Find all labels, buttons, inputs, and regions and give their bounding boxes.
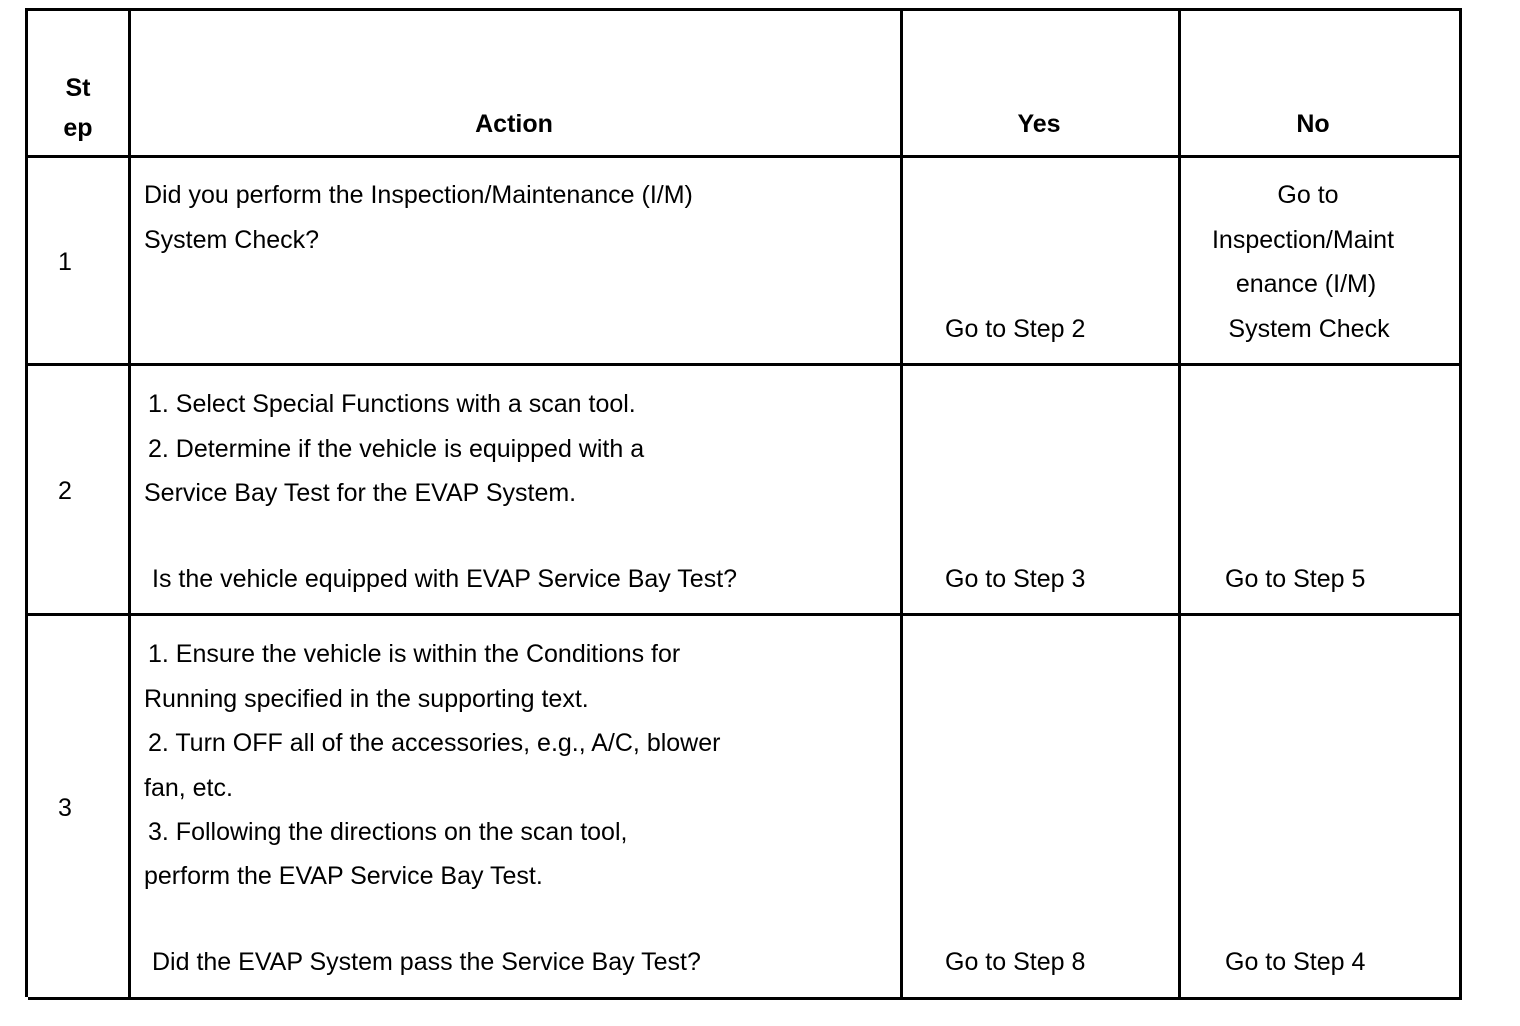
row1-step bbox=[28, 155, 131, 366]
row3-no-link[interactable]: Go to Step 4 bbox=[1225, 948, 1366, 976]
row2-action bbox=[128, 363, 903, 616]
row3-action-line: 3. Following the directions on the scan tool, bbox=[148, 818, 628, 846]
row2-yes-link[interactable]: Go to Step 3 bbox=[945, 565, 1086, 593]
row2-no bbox=[1178, 363, 1462, 616]
row3-action-line: 1. Ensure the vehicle is within the Conditions for bbox=[148, 640, 681, 668]
row3-step bbox=[28, 613, 131, 1000]
row3-no bbox=[1178, 613, 1462, 1000]
row1-no bbox=[1178, 155, 1462, 366]
diagnostic-table bbox=[25, 8, 1462, 997]
row2-action-line: 1. Select Special Functions with a scan tool. bbox=[148, 390, 636, 418]
header-yes-label: Yes bbox=[1017, 110, 1061, 138]
header-action-label: Action bbox=[475, 110, 553, 138]
row2-action-line: Service Bay Test for the EVAP System. bbox=[144, 479, 577, 507]
row1-action-line: System Check? bbox=[144, 226, 320, 254]
row2-question: Is the vehicle equipped with EVAP Service Bay Test? bbox=[152, 565, 738, 593]
row1-no-line[interactable]: enance (I/M) bbox=[1235, 270, 1377, 298]
row1-action-line: Did you perform the Inspection/Maintenance (I/M) bbox=[144, 181, 693, 209]
row1-no-line[interactable]: System Check bbox=[1228, 315, 1390, 343]
row3-action-line: 2. Turn OFF all of the accessories, e.g., A/C, blower bbox=[148, 729, 721, 757]
row2-action-line: 2. Determine if the vehicle is equipped with a bbox=[148, 435, 645, 463]
row1-no-line[interactable]: Go to bbox=[1277, 181, 1339, 209]
row3-action-line: Running specified in the supporting text. bbox=[144, 685, 589, 713]
row1-yes-link[interactable]: Go to Step 2 bbox=[945, 315, 1086, 343]
row1-yes bbox=[900, 155, 1181, 366]
row1-step-number: 1 bbox=[58, 248, 72, 276]
row3-action-line: fan, etc. bbox=[144, 774, 233, 802]
header-no-label: No bbox=[1296, 110, 1330, 138]
header-step-line2: ep bbox=[63, 114, 93, 142]
row3-yes-link[interactable]: Go to Step 8 bbox=[945, 948, 1086, 976]
header-no bbox=[1178, 11, 1462, 158]
row2-step bbox=[28, 363, 131, 616]
header-action bbox=[128, 11, 903, 158]
row3-action bbox=[128, 613, 903, 1000]
row2-yes bbox=[900, 363, 1181, 616]
row3-step-number: 3 bbox=[58, 794, 72, 822]
row2-no-link[interactable]: Go to Step 5 bbox=[1225, 565, 1366, 593]
header-yes bbox=[900, 11, 1181, 158]
row3-yes bbox=[900, 613, 1181, 1000]
row2-step-number: 2 bbox=[58, 477, 72, 505]
row3-question: Did the EVAP System pass the Service Bay Test? bbox=[152, 948, 701, 976]
row1-action bbox=[128, 155, 903, 366]
header-step bbox=[28, 11, 131, 158]
row3-action-line: perform the EVAP Service Bay Test. bbox=[144, 862, 543, 890]
row1-no-line[interactable]: Inspection/Maint bbox=[1211, 226, 1395, 254]
header-step-line1: St bbox=[65, 74, 91, 102]
